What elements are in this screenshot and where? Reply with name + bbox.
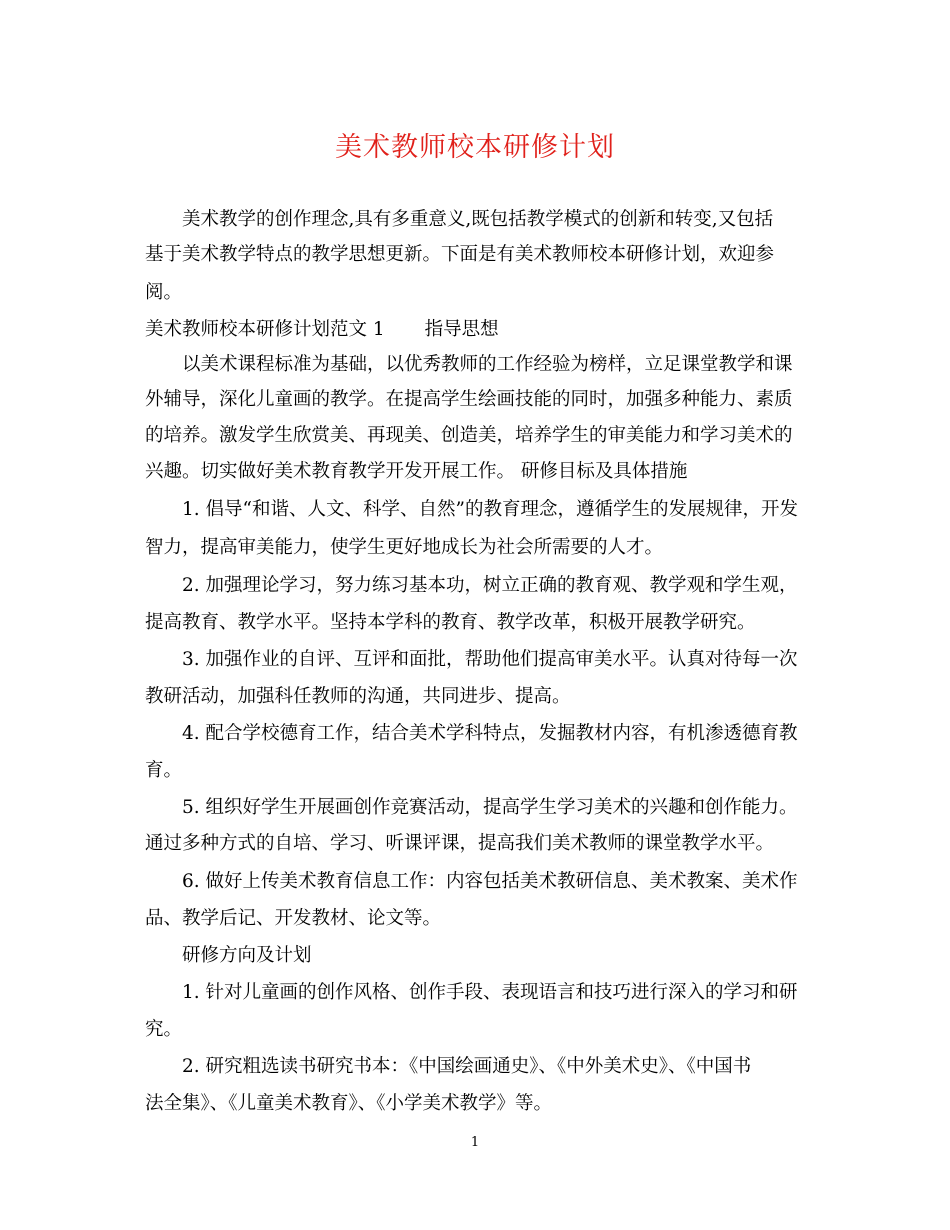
page-number: 1	[470, 1135, 480, 1150]
paragraph-line: 智力，提高审美能力，使学生更好地成长为社会所需要的人才。	[145, 537, 664, 558]
paragraph-line: 外辅导，深化儿童画的教学。在提高学生绘画技能的同时，加强多种能力、素质	[145, 389, 793, 410]
paragraph-line: 1. 针对儿童画的创作风格、创作手段、表现语言和技巧进行深入的学习和研	[182, 982, 798, 1003]
paragraph-line: 的培养。激发学生欣赏美、再现美、创造美，培养学生的审美能力和学习美术的	[145, 425, 793, 446]
paragraph-line: 2. 研究粗选读书研究书本：《中国绘画通史》、《中外美术史》、《中国书	[182, 1056, 752, 1077]
sample-title: 美术教师校本研修计划范文 1	[145, 319, 385, 340]
paragraph-line: 品、教学后记、开发教材、论文等。	[145, 908, 442, 929]
paragraph-line: 法全集》、《儿童美术教育》、《小学美术教学》等。	[145, 1093, 553, 1114]
paragraph-line: 究。	[145, 1019, 183, 1040]
paragraph-line: 3. 加强作业的自评、互评和面批，帮助他们提高审美水平。认真对待每一次	[182, 649, 798, 670]
paragraph-line: 提高教育、教学水平。坚持本学科的教育、教学改革，积极开展教学研究。	[145, 612, 756, 633]
paragraph-line: 5. 组织好学生开展画创作竞赛活动，提高学生学习美术的兴趣和创作能力。	[182, 797, 798, 818]
paragraph-line: 教研活动，加强科任教师的沟通，共同进步、提高。	[145, 686, 571, 707]
paragraph-line: 美术教学的创作理念,具有多重意义,既包括教学模式的创新和转变,又包括	[182, 209, 774, 230]
section-heading: 指导思想	[424, 319, 499, 340]
paragraph-line: 以美术课程标准为基础，以优秀教师的工作经验为榜样，立足课堂教学和课	[182, 354, 793, 375]
paragraph-line: 育。	[145, 760, 183, 781]
section-heading-line	[145, 317, 825, 343]
paragraph-line: 2. 加强理论学习，努力练习基本功，树立正确的教育观、教学观和学生观，	[182, 575, 798, 596]
paragraph-line: 通过多种方式的自培、学习、听课评课，提高我们美术教师的课堂教学水平。	[145, 833, 775, 854]
paragraph-line: 兴趣。切实做好美术教育教学开发开展工作。 研修目标及具体措施	[145, 461, 688, 482]
page-title: 美术教师校本研修计划	[335, 132, 615, 163]
paragraph-line: 1. 倡导“和谐、人文、科学、自然”的教育理念，遵循学生的发展规律，开发	[182, 499, 798, 520]
paragraph-line: 阅。	[145, 282, 183, 303]
section-heading: 研修方向及计划	[182, 945, 312, 966]
paragraph-line: 6. 做好上传美术教育信息工作：内容包括美术教研信息、美术教案、美术作	[182, 871, 798, 892]
paragraph-line: 4. 配合学校德育工作，结合美术学科特点，发掘教材内容，有机渗透德育教	[182, 723, 798, 744]
paragraph-line: 基于美术教学特点的教学思想更新。下面是有美术教师校本研修计划，欢迎参	[145, 244, 775, 265]
